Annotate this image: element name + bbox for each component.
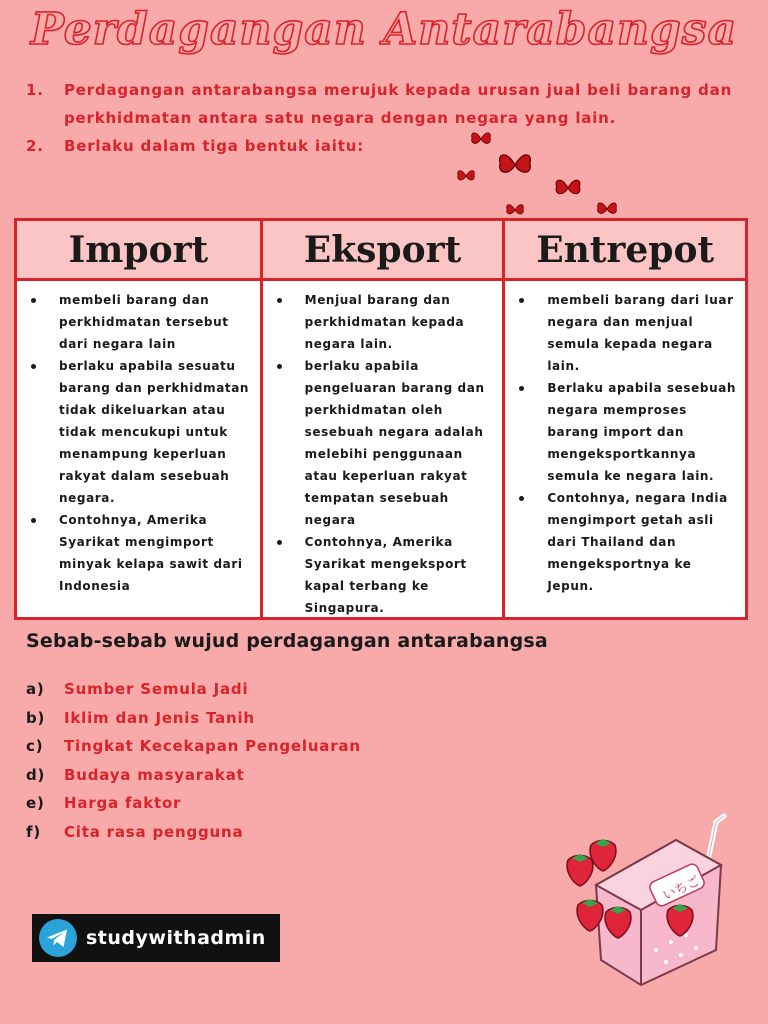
reason-text: Cita rasa pengguna <box>64 822 244 841</box>
reasons-heading: Sebab-sebab wujud perdagangan antarabangsa <box>26 630 548 652</box>
list-item: Contohnya, Amerika Syarikat mengeksport kapal terbang ke Singapura. <box>273 531 495 617</box>
list-item <box>26 675 361 704</box>
butterfly-icon <box>596 200 618 218</box>
column-body-eksport <box>260 281 503 617</box>
intro-text: Perdagangan antarabangsa merujuk kepada urusan jual beli barang dan perkhidmatan antara satu negara dengan negara yang lain. <box>64 81 733 127</box>
butterfly-icon <box>470 130 492 148</box>
butterfly-icon <box>456 168 476 184</box>
column-heading-eksport: Eksport <box>260 221 503 281</box>
reason-text: Sumber Semula Jadi <box>64 680 249 698</box>
telegram-badge[interactable] <box>32 914 280 962</box>
list-item <box>26 789 361 818</box>
carton-text: いちご <box>660 873 703 904</box>
list-item: berlaku apabila pengeluaran barang dan perkhidmatan oleh sesebuah negara adalah melebihi penggunaan atau keperluan rakyat tempatan sesebuah negara <box>273 355 495 531</box>
list-item: Menjual barang dan perkhidmatan kepada negara lain. <box>273 289 495 355</box>
list-item <box>26 818 361 847</box>
butterfly-icon <box>497 150 533 180</box>
intro-item <box>26 132 736 160</box>
column-heading-import: Import <box>17 221 260 281</box>
reason-label: b) <box>26 708 46 727</box>
badge-label: studywithadmin <box>86 927 266 949</box>
reason-text: Budaya masyarakat <box>64 765 245 784</box>
reason-text: Harga faktor <box>64 794 182 813</box>
list-item: membeli barang dan perkhidmatan tersebut dari negara lain <box>27 289 252 355</box>
intro-item <box>26 76 736 132</box>
list-item: Contohnya, negara India mengimport getah asli dari Thailand dan mengeksportnya ke Jepun. <box>515 487 737 597</box>
column-heading-entrepot: Entrepot <box>502 221 745 281</box>
reason-label: e) <box>26 794 45 813</box>
trade-forms-table <box>14 218 748 620</box>
reason-text: Tingkat Kecekapan Pengeluaran <box>64 737 361 756</box>
list-item <box>26 732 361 761</box>
reasons-list <box>26 675 361 847</box>
telegram-icon <box>38 918 78 958</box>
intro-number: 1. <box>26 81 44 99</box>
list-item: berlaku apabila sesuatu barang dan perkhidmatan tidak dikeluarkan atau tidak mencukupi untuk menampung keperluan rakyat dalam sesebuah negara. <box>27 355 252 509</box>
reason-label: d) <box>26 765 46 784</box>
page-title: Perdagangan Antarabangsa <box>30 4 738 55</box>
intro-text: Berlaku dalam tiga bentuk iaitu: <box>64 137 365 155</box>
intro-list <box>26 76 736 160</box>
column-body-entrepot <box>502 281 745 617</box>
column-body-import <box>17 281 260 617</box>
list-item: membeli barang dari luar negara dan menjual semula kepada negara lain. <box>515 289 737 377</box>
reason-label: c) <box>26 737 44 756</box>
reason-text: Iklim dan Jenis Tanih <box>64 708 255 727</box>
list-item: Berlaku apabila sesebuah negara memproses barang import dan mengeksportkannya semula ke negara lain. <box>515 377 737 487</box>
butterfly-icon <box>505 202 525 218</box>
strawberry-milk-carton-icon <box>556 810 746 990</box>
butterfly-icon <box>554 176 582 200</box>
list-item <box>26 761 361 790</box>
intro-number: 2. <box>26 137 44 155</box>
reason-label: a) <box>26 680 45 698</box>
list-item: Contohnya, Amerika Syarikat mengimport minyak kelapa sawit dari Indonesia <box>27 509 252 597</box>
reason-label: f) <box>26 822 41 841</box>
list-item <box>26 704 361 733</box>
